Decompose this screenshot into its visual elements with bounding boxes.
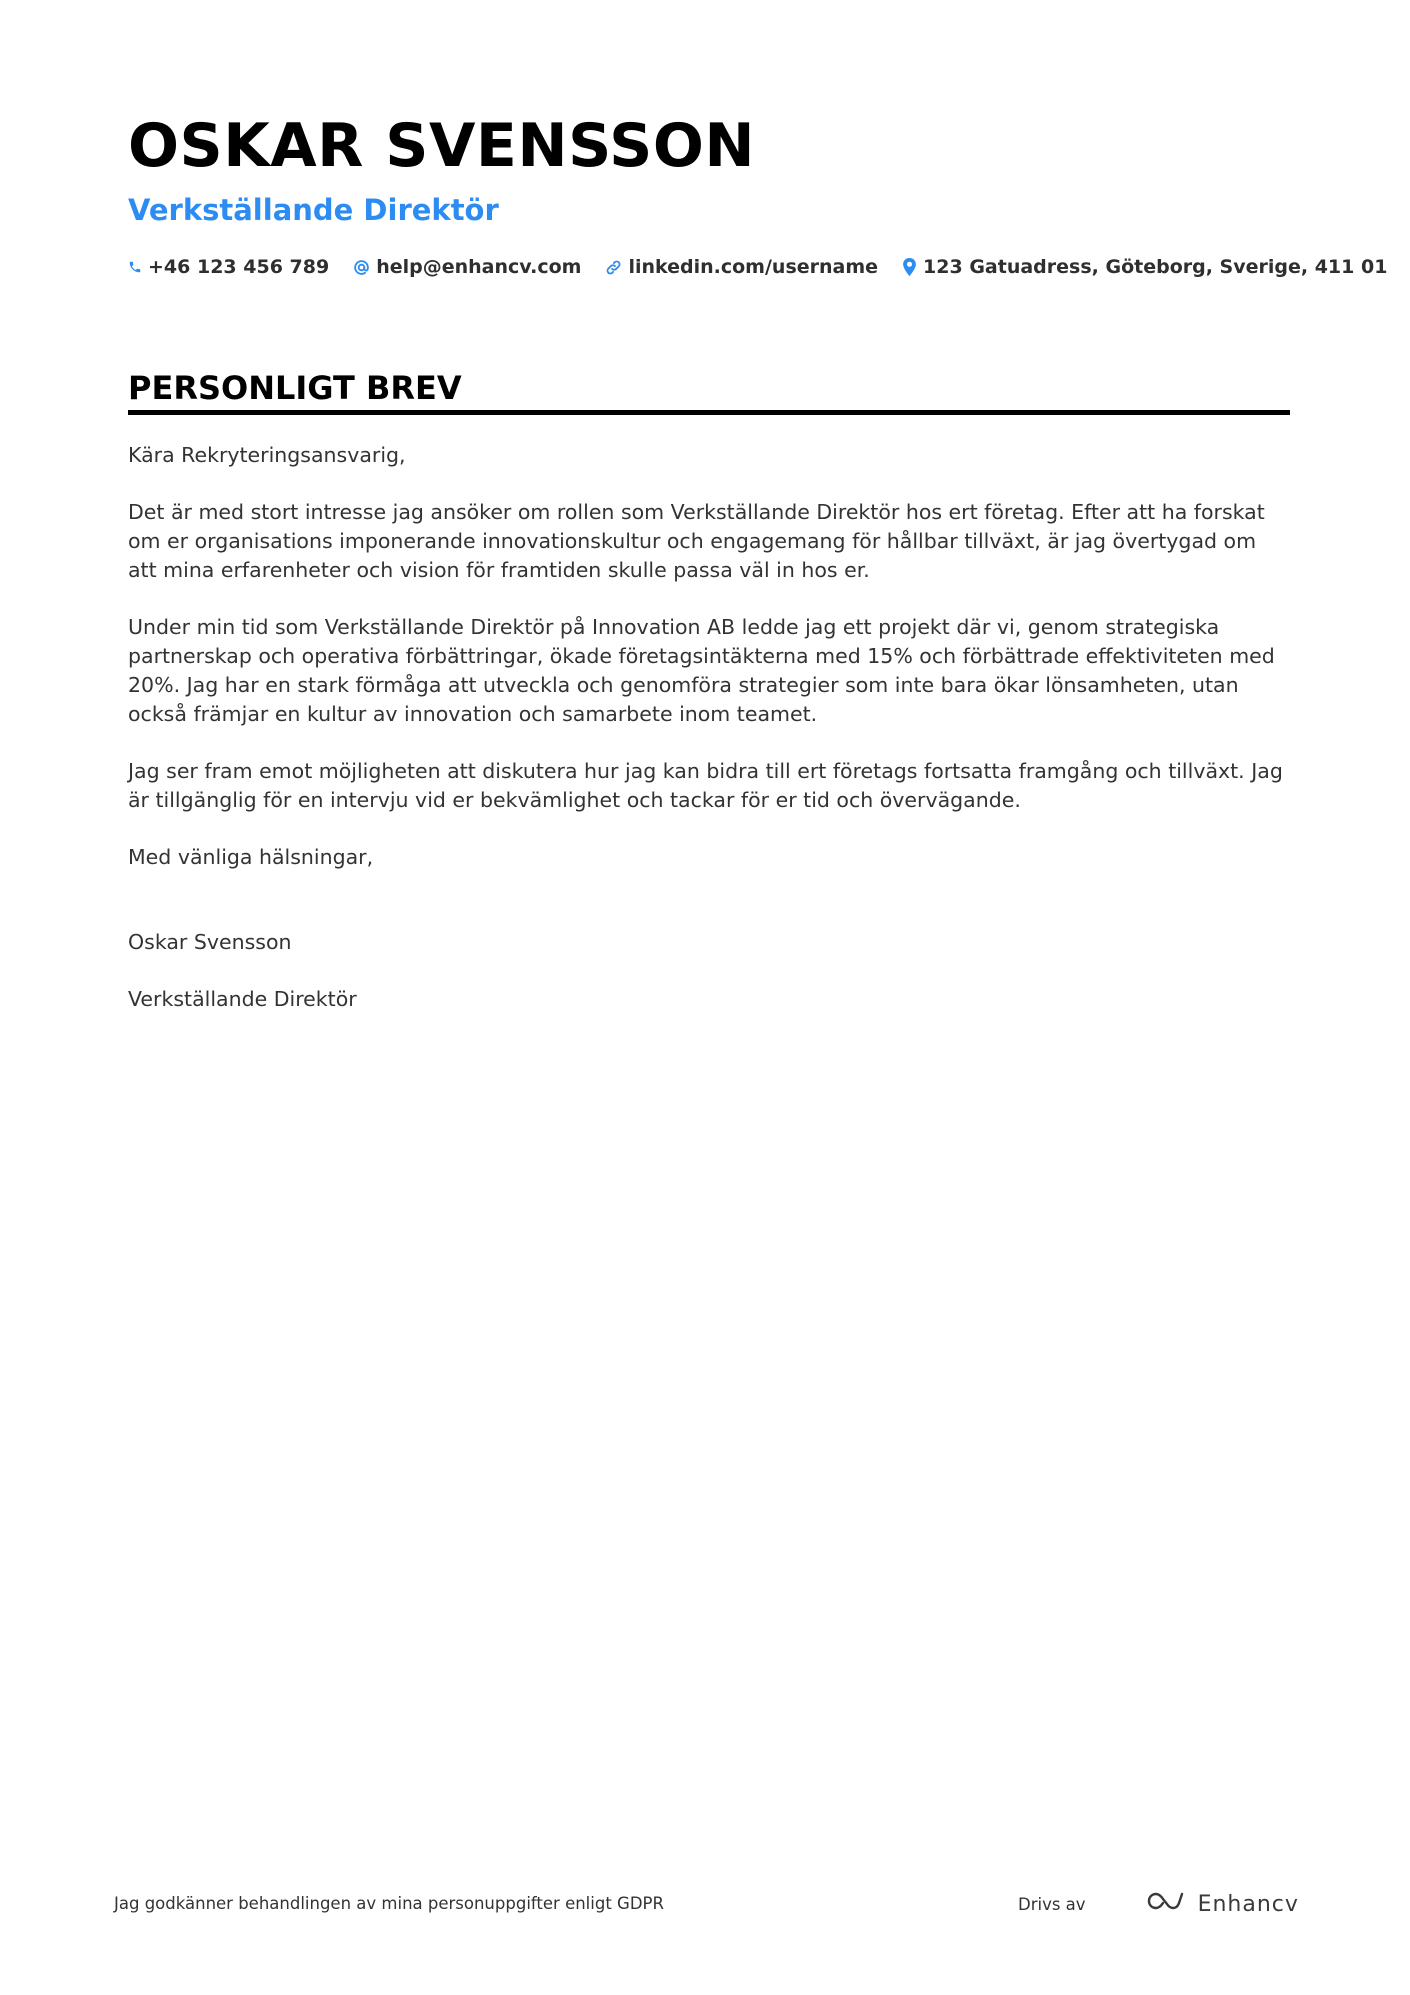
contact-linkedin-text: linkedin.com/username — [628, 256, 879, 278]
contact-row — [128, 252, 1387, 282]
contact-email-text: help@enhancv.com — [376, 256, 582, 278]
candidate-name: OSKAR SVENSSON — [128, 111, 756, 181]
enhancv-logo[interactable] — [1142, 1889, 1299, 1919]
contact-email[interactable] — [353, 256, 581, 278]
location-pin-icon — [902, 258, 917, 276]
letter-greeting: Kära Rekryteringsansvarig, — [128, 443, 406, 467]
contact-address — [902, 256, 1387, 278]
section-title: PERSONLIGT BREV — [128, 369, 462, 407]
gdpr-consent: Jag godkänner behandlingen av mina personuppgifter enligt GDPR — [114, 1894, 664, 1913]
powered-by — [1018, 1889, 1299, 1919]
contact-phone — [128, 256, 329, 278]
link-icon — [605, 259, 622, 276]
phone-icon — [128, 260, 142, 274]
letter-paragraph: Det är med stort intresse jag ansöker om rollen som Verkställande Direktör hos ert företag. Efter att ha forskat om er organisations imponerande innovationskultur och engagemang för hållbar tillväxt, är jag övertygad om att mina erfarenheter och vision för framtiden skulle passa väl in hos er. — [128, 500, 1265, 582]
letter-body — [128, 441, 1290, 1042]
at-icon — [353, 259, 370, 276]
letter-closing: Med vänliga hälsningar, — [128, 845, 374, 869]
contact-phone-text: +46 123 456 789 — [148, 256, 330, 278]
contact-address-text: 123 Gatuadress, Göteborg, Sverige, 411 01 — [923, 256, 1388, 278]
enhancv-logo-text: Enhancv — [1197, 1891, 1299, 1917]
candidate-title: Verkställande Direktör — [128, 193, 499, 227]
enhancv-logo-icon — [1142, 1889, 1188, 1919]
signature-title: Verkställande Direktör — [128, 987, 357, 1011]
letter-paragraph: Jag ser fram emot möjligheten att diskutera hur jag kan bidra till ert företags fortsatta framgång och tillväxt. Jag är tillgänglig för en intervju vid er bekvämlighet och tackar för er tid och övervägande. — [128, 759, 1283, 812]
signature-name: Oskar Svensson — [128, 930, 292, 954]
powered-by-label: Drivs av — [1018, 1894, 1086, 1914]
section-divider — [128, 410, 1290, 415]
contact-linkedin[interactable] — [605, 256, 878, 278]
letter-paragraph: Under min tid som Verkställande Direktör på Innovation AB ledde jag ett projekt där vi, genom strategiska partnerskap och operativa förbättringar, ökade företagsintäkterna med 15% och förbättrade effektiviteten med 20%. Jag har en stark förmåga att utveckla och genomföra strategier som inte bara ökar lönsamheten, utan också främjar en kultur av innovation och samarbete inom teamet. — [128, 615, 1275, 726]
